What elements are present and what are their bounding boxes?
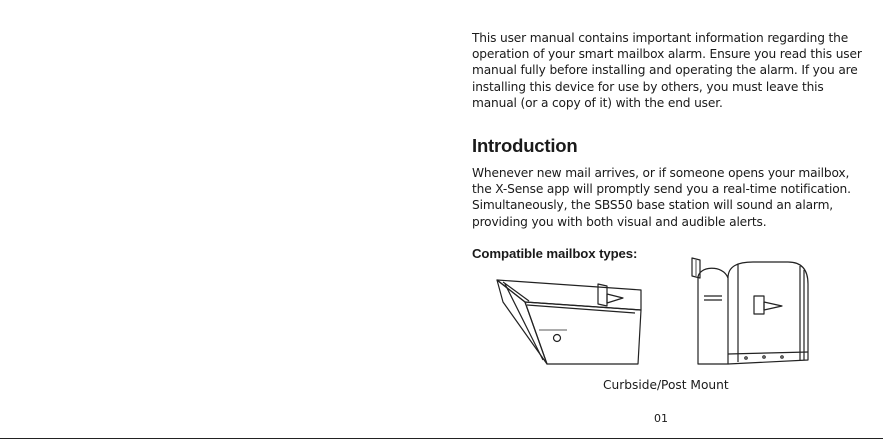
bottom-rule <box>0 438 883 439</box>
introduction-heading: Introduction <box>472 135 578 157</box>
curbside-mailbox-illustration <box>678 256 813 371</box>
blank-left-page <box>0 0 440 438</box>
intro-paragraph: This user manual contains important information regarding the operation of your smart mailbox alarm. Ensure you read this user manual fully before installing and operating the alarm. If you are installing this device for use by others, you must leave this manual (or a copy of it) with the end user. <box>472 31 862 110</box>
manual-page <box>472 30 872 261</box>
introduction-body: Whenever new mail arrives, or if someone opens your mailbox, the X-Sense app will promptly send you a real-time notification. Simultaneously, the SBS50 base station will sound an alarm, providing you with both visual and audible alerts. <box>472 166 851 229</box>
mailbox-caption: Curbside/Post Mount <box>603 378 729 392</box>
compatible-types-heading: Compatible mailbox types: <box>472 245 638 261</box>
wall-mount-mailbox-illustration <box>495 268 645 368</box>
page-number: 01 <box>654 412 668 425</box>
mailbox-illustrations <box>495 256 825 376</box>
